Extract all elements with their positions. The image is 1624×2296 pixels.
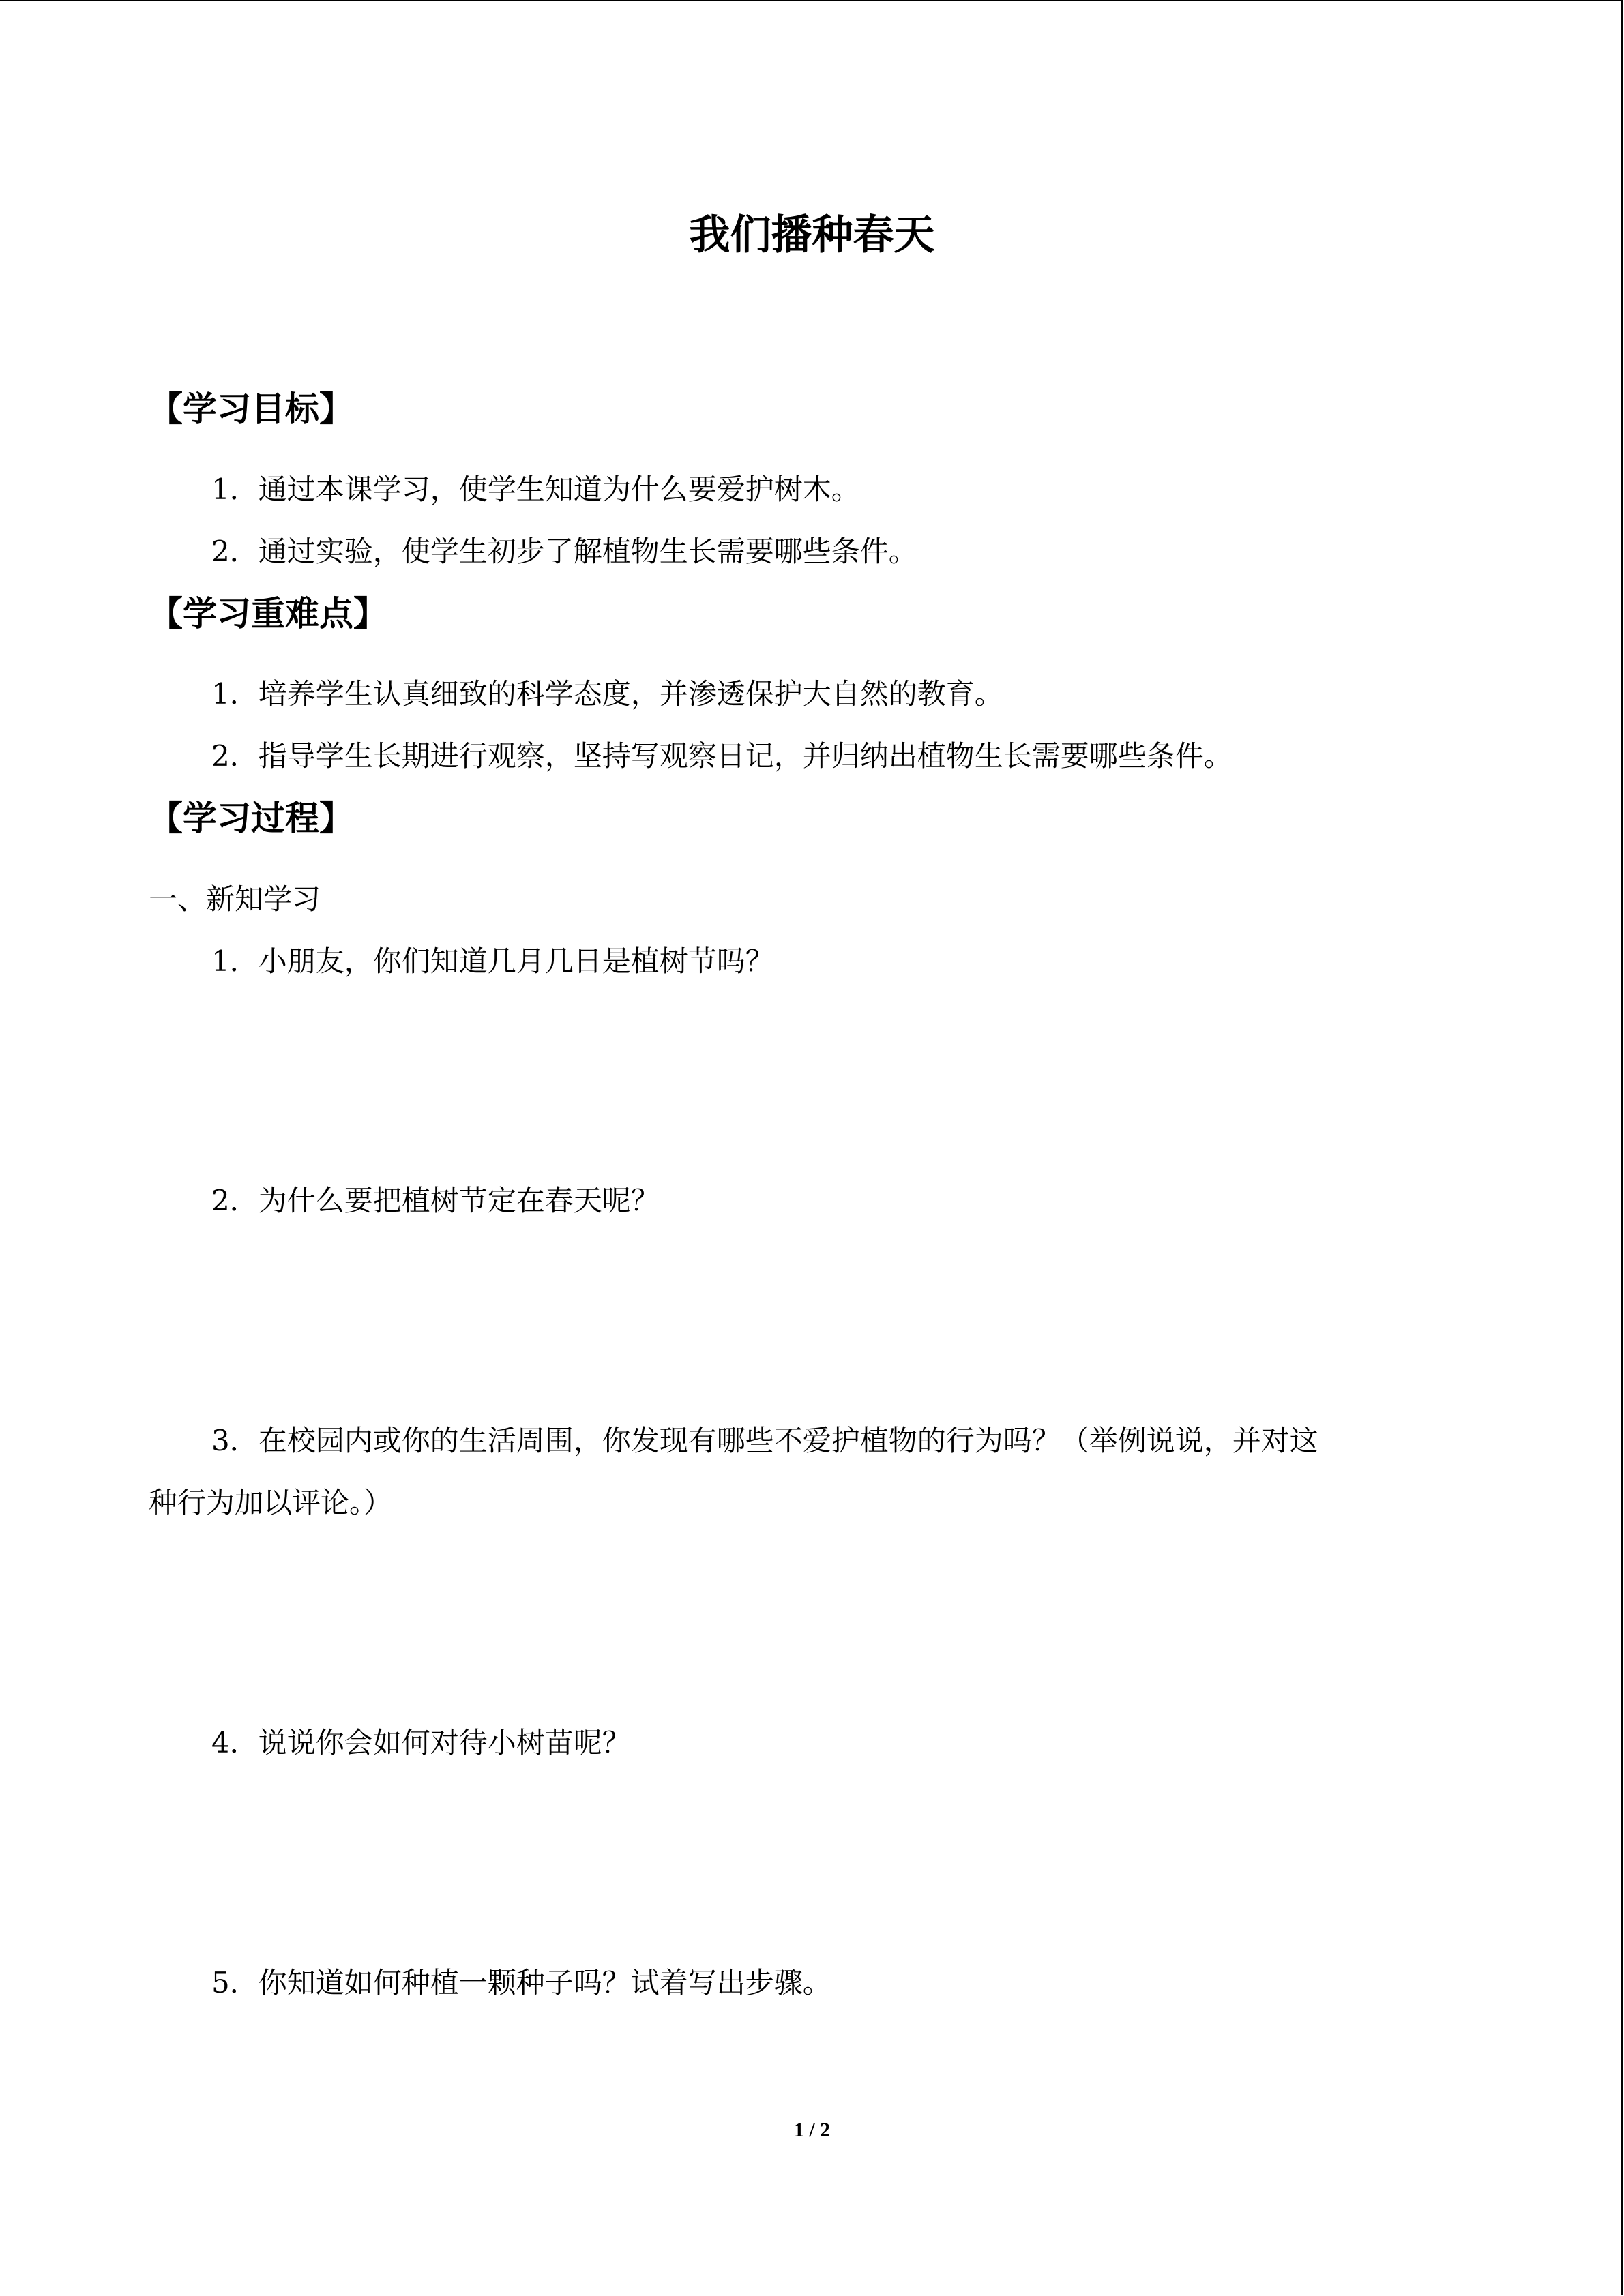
page-number: 1 / 2 xyxy=(793,2119,831,2141)
question-4: 4．说说你会如何对待小树苗呢？ xyxy=(211,1726,631,1759)
question-3-line-2: 种行为加以评论。） xyxy=(149,1486,393,1519)
question-5: 5．你知道如何种植一颗种子吗？试着写出步骤。 xyxy=(211,1966,831,1999)
process-heading: 【学习过程】 xyxy=(149,799,353,838)
question-1: 1．小朋友，你们知道几月几日是植树节吗？ xyxy=(211,944,774,978)
key-point-item-1: 1．培养学生认真细致的科学态度，并渗透保护大自然的教育。 xyxy=(211,677,1003,711)
objective-item-2: 2．通过实验，使学生初步了解植物生长需要哪些条件。 xyxy=(211,535,917,568)
document-title: 我们播种春天 xyxy=(689,211,935,259)
question-2: 2．为什么要把植树节定在春天呢？ xyxy=(211,1184,660,1217)
key-point-item-2: 2．指导学生长期进行观察，坚持写观察日记，并归纳出植物生长需要哪些条件。 xyxy=(211,739,1232,773)
objectives-heading: 【学习目标】 xyxy=(149,389,353,429)
process-subheading: 一、新知学习 xyxy=(149,882,321,916)
question-3-line-1: 3．在校园内或你的生活周围，你发现有哪些不爱护植物的行为吗？（举例说说，并对这 xyxy=(211,1424,1318,1457)
objective-item-1: 1．通过本课学习，使学生知道为什么要爱护树木。 xyxy=(211,473,860,506)
key-points-heading: 【学习重难点】 xyxy=(149,594,387,633)
